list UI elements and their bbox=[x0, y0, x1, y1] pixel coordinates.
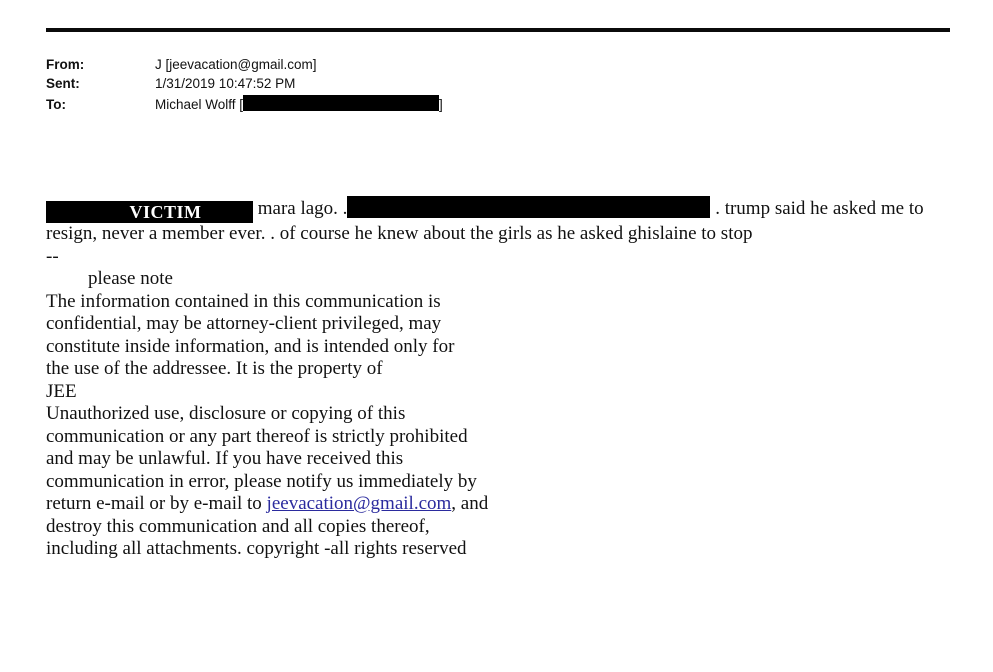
please-note-line: please note bbox=[88, 268, 173, 289]
email-body bbox=[46, 196, 954, 561]
disclaimer-line: constitute inside information, and is intended only for bbox=[46, 335, 455, 357]
disclaimer-line: communication or any part thereof is strictly prohibited bbox=[46, 425, 468, 447]
disclaimer-line: destroy this communication and all copies thereof, bbox=[46, 515, 430, 537]
disclaimer-line: communication in error, please notify us immediately by bbox=[46, 470, 477, 492]
to-value bbox=[155, 93, 443, 115]
disclaimer-line-jee: JEE bbox=[46, 380, 77, 402]
header-row-sent bbox=[46, 75, 946, 94]
from-label: From: bbox=[46, 57, 85, 72]
disclaimer-line: and may be unlawful. If you have received this bbox=[46, 448, 404, 469]
link-line-prefix: return e-mail or by e-mail to bbox=[46, 493, 267, 514]
link-line-suffix: , and bbox=[451, 493, 489, 514]
disclaimer-line: Unauthorized use, disclosure or copying of this bbox=[46, 403, 406, 424]
body-text-mara-lago: mara lago. . bbox=[253, 198, 348, 219]
to-label: To: bbox=[46, 97, 66, 112]
confidentiality-disclaimer bbox=[46, 291, 954, 561]
disclaimer-line: including all attachments. copyright -all rights reserved bbox=[46, 538, 467, 559]
email-header bbox=[46, 56, 946, 112]
to-recipient-name: Michael Wolff [ bbox=[155, 97, 244, 112]
disclaimer-line: The information contained in this communication is bbox=[46, 290, 441, 312]
header-divider-rule bbox=[46, 28, 950, 32]
disclaimer-line-with-link bbox=[46, 493, 954, 516]
redaction-bar-victim: VICTIM bbox=[46, 201, 253, 223]
from-value: J [jeevacation@gmail.com] bbox=[155, 57, 317, 72]
signature-separator: -- bbox=[46, 245, 59, 267]
sent-label: Sent: bbox=[46, 75, 80, 91]
disclaimer-line: the use of the addressee. It is the property of bbox=[46, 358, 383, 379]
disclaimer-line: confidential, may be attorney-client privileged, may bbox=[46, 313, 442, 334]
email-address-link[interactable]: jeevacation@gmail.com bbox=[266, 493, 452, 514]
redaction-bar-to-address bbox=[243, 95, 439, 111]
header-row-from bbox=[46, 56, 946, 75]
to-bracket-close: ] bbox=[439, 97, 443, 112]
body-text-trump-statement: . trump said he asked me to resign, never a member ever. . of course he knew about the girls as he asked ghislaine to stop bbox=[46, 198, 924, 244]
sent-value: 1/31/2019 10:47:52 PM bbox=[155, 75, 296, 91]
header-row-to bbox=[46, 93, 946, 112]
redaction-bar-body bbox=[347, 196, 710, 218]
body-lead-paragraph bbox=[46, 196, 954, 246]
